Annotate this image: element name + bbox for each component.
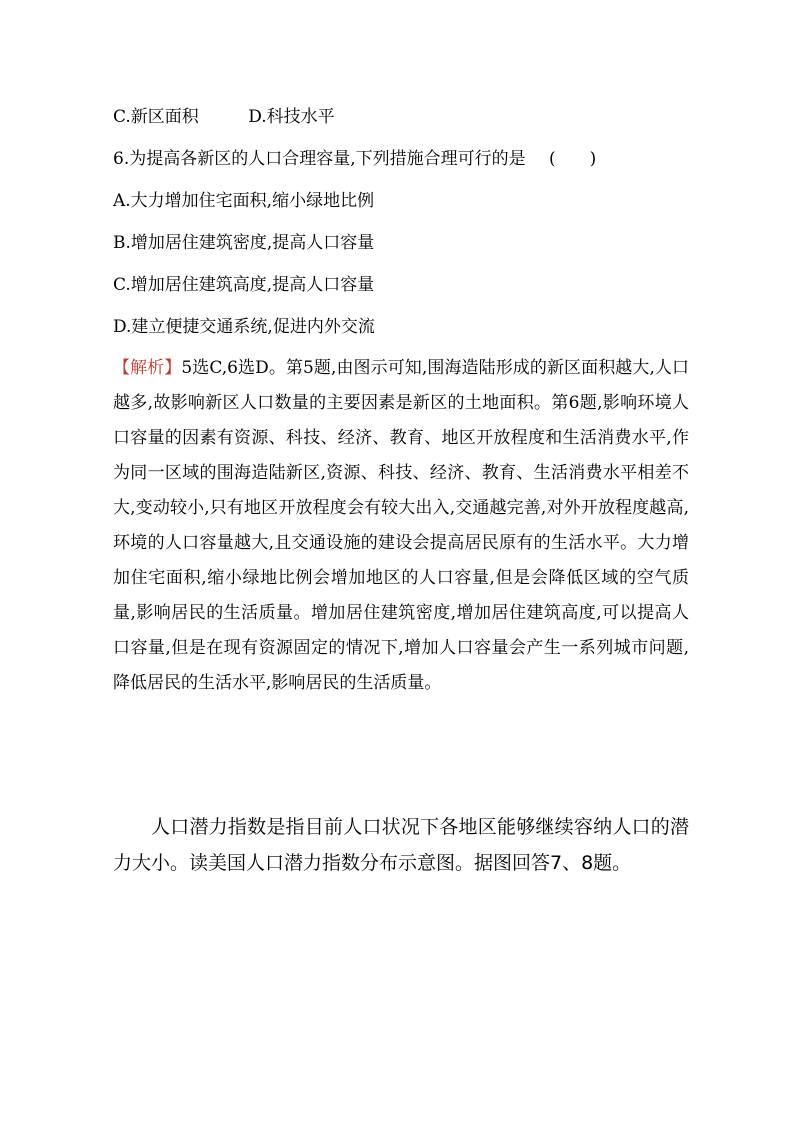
q5-option-d: D.科技水平 [248, 107, 335, 127]
q6-option-b: B.增加居住建筑密度,提高人口容量 [113, 233, 375, 253]
question6-stem [113, 148, 596, 170]
q6-answer-paren: ( ) [549, 149, 597, 169]
q5-option-c: C.新区面积 [113, 107, 199, 127]
q6-stem-text: 6.为提高各新区的人口合理容量,下列措施合理可行的是 [113, 149, 526, 169]
analysis-block [113, 351, 689, 701]
q6-option-c: C.增加居住建筑高度,提高人口容量 [113, 275, 375, 295]
question5-options [113, 106, 335, 128]
analysis-text: 5选C,6选D。第5题,由图示可知,围海造陆形成的新区面积越大,人口越多,故影响新区人口数量的主要因素是新区的土地面积。第6题,影响环境人口容量的因素有资源、科技、经济、教育、地区开放程度和生活消费水平,作为同一区域的围海造陆新区,资源、科技、经济、教育、生活消费水平相差不大,变动较小,只有地区开放程度会有较大出入,交通越完善,对外开放程度越高,环境的人口容量越大,且交通设施的建设会提高居民原有的生活水平。大力增加住宅面积,缩小绿地比例会增加地区的人口容量,但是会降低区域的空气质量,影响居民的生活质量。增加居住建筑密度,增加居住建筑高度,可以提高人口容量,但是在现有资源固定的情况下,增加人口容量会产生一系列城市问题,降低居民的生活水平,影响居民的生活质量。 [113, 358, 690, 693]
analysis-tag: 【解析】 [113, 358, 182, 378]
intro-paragraph: 人口潜力指数是指目前人口状况下各地区能够继续容纳人口的潜力大小。读美国人口潜力指数分布示意图。据图回答7、8题。 [113, 816, 689, 874]
q6-option-a: A.大力增加住宅面积,缩小绿地比例 [113, 191, 375, 211]
q6-option-d: D.建立便捷交通系统,促进内外交流 [113, 317, 375, 337]
